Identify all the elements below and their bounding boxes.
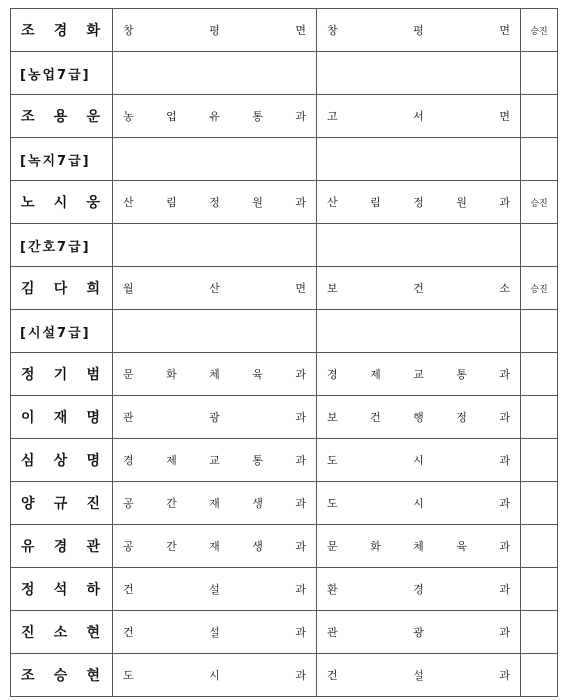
note-cell — [521, 396, 558, 439]
dept-char: 공 — [123, 497, 134, 510]
dept-char: 과 — [499, 669, 510, 682]
name-cell — [11, 482, 113, 525]
dept-char: 과 — [295, 454, 306, 467]
name-char: 소 — [53, 625, 68, 641]
dept-char: 생 — [252, 497, 263, 510]
table-row — [11, 654, 558, 697]
name-cell — [11, 353, 113, 396]
dept-char: 과 — [499, 454, 510, 467]
name-char: 유 — [21, 539, 35, 555]
name-char: 관 — [86, 539, 100, 555]
name-char: 승 — [53, 668, 68, 684]
person-name — [11, 579, 112, 599]
person-name — [11, 192, 112, 212]
dept-char: 재 — [209, 540, 220, 553]
from-dept — [113, 452, 316, 468]
dept-char: 통 — [252, 110, 263, 123]
dept-char: 과 — [499, 583, 510, 596]
to-dept-cell — [317, 138, 521, 181]
to-dept — [317, 280, 520, 296]
person-name — [11, 364, 112, 384]
dept-char: 관 — [327, 626, 338, 639]
person-name — [11, 622, 112, 642]
to-dept-cell — [317, 568, 521, 611]
name-char: 경 — [53, 23, 68, 39]
name-char: 명 — [86, 410, 100, 426]
dept-char: 건 — [413, 282, 424, 295]
dept-char: 건 — [123, 626, 134, 639]
from-dept-cell — [113, 525, 317, 568]
name-char: 용 — [53, 109, 68, 125]
dept-char: 과 — [499, 411, 510, 424]
dept-char: 정 — [413, 196, 424, 209]
dept-char: 정 — [209, 196, 220, 209]
dept-char: 서 — [413, 110, 424, 123]
grade-label: [농업7급] — [20, 67, 91, 83]
from-dept — [113, 22, 316, 38]
from-dept — [113, 538, 316, 554]
dept-char: 경 — [123, 454, 134, 467]
note-cell — [521, 482, 558, 525]
from-dept — [113, 280, 316, 296]
dept-char: 과 — [295, 196, 306, 209]
table-row — [11, 482, 558, 525]
dept-char: 도 — [327, 454, 338, 467]
dept-char: 문 — [327, 540, 338, 553]
from-dept-cell — [113, 95, 317, 138]
name-char: 현 — [86, 668, 100, 684]
to-dept — [317, 581, 520, 597]
dept-char: 환 — [327, 583, 338, 596]
dept-char: 보 — [327, 282, 338, 295]
person-name — [11, 20, 112, 40]
note-cell — [521, 52, 558, 95]
name-cell — [11, 181, 113, 224]
dept-char: 통 — [456, 368, 467, 381]
to-dept — [317, 538, 520, 554]
table-row — [11, 95, 558, 138]
dept-char: 면 — [499, 110, 510, 123]
note-cell — [521, 611, 558, 654]
person-name — [11, 536, 112, 556]
name-char: 진 — [86, 496, 100, 512]
name-cell — [11, 267, 113, 310]
dept-char: 관 — [123, 411, 134, 424]
name-char: 이 — [21, 410, 35, 426]
from-dept — [113, 667, 316, 683]
grade-label-cell — [11, 138, 113, 181]
dept-char: 창 — [123, 24, 134, 37]
dept-char: 간 — [166, 497, 177, 510]
grade-label: [녹지7급] — [20, 153, 91, 169]
dept-char: 건 — [327, 669, 338, 682]
from-dept — [113, 194, 316, 210]
name-char: 정 — [21, 582, 35, 598]
person-name — [11, 493, 112, 513]
dept-char: 과 — [295, 583, 306, 596]
from-dept-cell — [113, 138, 317, 181]
from-dept-cell — [113, 267, 317, 310]
table-row — [11, 9, 558, 52]
dept-char: 정 — [456, 411, 467, 424]
note-cell — [521, 138, 558, 181]
table-row — [11, 525, 558, 568]
from-dept-cell — [113, 9, 317, 52]
from-dept — [113, 624, 316, 640]
dept-char: 고 — [327, 110, 338, 123]
from-dept-cell — [113, 439, 317, 482]
dept-char: 체 — [209, 368, 220, 381]
dept-char: 면 — [499, 24, 510, 37]
table-body — [11, 9, 558, 697]
grade-label-cell — [11, 310, 113, 353]
dept-char: 설 — [209, 626, 220, 639]
dept-char: 창 — [327, 24, 338, 37]
dept-char: 건 — [370, 411, 381, 424]
to-dept-cell — [317, 611, 521, 654]
name-char: 화 — [86, 23, 100, 39]
name-cell — [11, 396, 113, 439]
dept-char: 과 — [295, 540, 306, 553]
dept-char: 공 — [123, 540, 134, 553]
table-row — [11, 181, 558, 224]
name-char: 조 — [21, 109, 35, 125]
to-dept — [317, 624, 520, 640]
to-dept — [317, 366, 520, 382]
dept-char: 문 — [123, 368, 134, 381]
promotion-note: 승진 — [530, 284, 548, 295]
dept-char: 과 — [295, 368, 306, 381]
from-dept-cell — [113, 611, 317, 654]
dept-char: 월 — [123, 282, 134, 295]
dept-char: 재 — [209, 497, 220, 510]
to-dept-cell — [317, 9, 521, 52]
name-char: 조 — [21, 668, 35, 684]
dept-char: 평 — [413, 24, 424, 37]
table-row — [11, 267, 558, 310]
dept-char: 과 — [295, 411, 306, 424]
dept-char: 과 — [499, 196, 510, 209]
name-char: 진 — [21, 625, 35, 641]
to-dept — [317, 409, 520, 425]
dept-char: 산 — [123, 196, 134, 209]
name-char: 기 — [53, 367, 68, 383]
dept-char: 간 — [166, 540, 177, 553]
from-dept-cell — [113, 52, 317, 95]
dept-char: 농 — [123, 110, 134, 123]
dept-char: 평 — [209, 24, 220, 37]
dept-char: 림 — [166, 196, 177, 209]
dept-char: 육 — [252, 368, 263, 381]
name-cell — [11, 654, 113, 697]
dept-char: 과 — [499, 368, 510, 381]
dept-char: 시 — [413, 454, 424, 467]
name-char: 범 — [86, 367, 100, 383]
name-char: 하 — [86, 582, 100, 598]
dept-char: 건 — [123, 583, 134, 596]
note-cell — [521, 9, 558, 52]
name-char: 명 — [86, 453, 100, 469]
name-cell — [11, 611, 113, 654]
from-dept — [113, 409, 316, 425]
dept-char: 업 — [166, 110, 177, 123]
from-dept — [113, 581, 316, 597]
dept-char: 생 — [252, 540, 263, 553]
to-dept-cell — [317, 52, 521, 95]
dept-char: 화 — [370, 540, 381, 553]
dept-char: 행 — [413, 411, 424, 424]
dept-char: 설 — [209, 583, 220, 596]
from-dept-cell — [113, 181, 317, 224]
note-cell — [521, 654, 558, 697]
dept-char: 화 — [166, 368, 177, 381]
dept-char: 교 — [413, 368, 424, 381]
promotion-note: 승진 — [530, 26, 548, 37]
name-char: 상 — [53, 453, 68, 469]
dept-char: 산 — [327, 196, 338, 209]
from-dept-cell — [113, 310, 317, 353]
from-dept-cell — [113, 396, 317, 439]
from-dept-cell — [113, 482, 317, 525]
name-char: 규 — [53, 496, 68, 512]
to-dept — [317, 22, 520, 38]
name-cell — [11, 9, 113, 52]
dept-char: 과 — [295, 497, 306, 510]
name-char: 조 — [21, 23, 35, 39]
dept-char: 경 — [413, 583, 424, 596]
to-dept-cell — [317, 353, 521, 396]
name-char: 운 — [86, 109, 100, 125]
grade-header-row — [11, 52, 558, 95]
name-cell — [11, 439, 113, 482]
person-name — [11, 106, 112, 126]
to-dept-cell — [317, 482, 521, 525]
dept-char: 설 — [413, 669, 424, 682]
personnel-transfer-table-container — [10, 8, 555, 697]
note-cell — [521, 568, 558, 611]
dept-char: 시 — [209, 669, 220, 682]
dept-char: 원 — [456, 196, 467, 209]
to-dept — [317, 667, 520, 683]
dept-char: 체 — [413, 540, 424, 553]
from-dept-cell — [113, 224, 317, 267]
name-char: 경 — [53, 539, 68, 555]
to-dept-cell — [317, 654, 521, 697]
dept-char: 과 — [295, 669, 306, 682]
grade-label-cell — [11, 52, 113, 95]
dept-char: 과 — [499, 626, 510, 639]
name-char: 김 — [21, 281, 35, 297]
to-dept — [317, 108, 520, 124]
dept-char: 광 — [413, 626, 424, 639]
name-char: 정 — [21, 367, 35, 383]
to-dept — [317, 495, 520, 511]
person-name — [11, 665, 112, 685]
note-cell — [521, 181, 558, 224]
dept-char: 과 — [499, 540, 510, 553]
promotion-note: 승진 — [530, 198, 548, 209]
dept-char: 과 — [499, 497, 510, 510]
person-name — [11, 450, 112, 470]
grade-label-cell — [11, 224, 113, 267]
to-dept-cell — [317, 439, 521, 482]
from-dept-cell — [113, 568, 317, 611]
note-cell — [521, 310, 558, 353]
dept-char: 보 — [327, 411, 338, 424]
name-cell — [11, 95, 113, 138]
dept-char: 면 — [295, 282, 306, 295]
dept-char: 육 — [456, 540, 467, 553]
to-dept-cell — [317, 525, 521, 568]
name-char: 심 — [21, 453, 35, 469]
name-char: 양 — [21, 496, 35, 512]
dept-char: 광 — [209, 411, 220, 424]
grade-header-row — [11, 138, 558, 181]
dept-char: 원 — [252, 196, 263, 209]
name-char: 시 — [53, 195, 68, 211]
to-dept-cell — [317, 95, 521, 138]
to-dept-cell — [317, 396, 521, 439]
grade-header-row — [11, 310, 558, 353]
dept-char: 림 — [370, 196, 381, 209]
name-char: 웅 — [86, 195, 100, 211]
dept-char: 교 — [209, 454, 220, 467]
to-dept-cell — [317, 181, 521, 224]
from-dept — [113, 108, 316, 124]
personnel-transfer-table — [10, 8, 558, 697]
from-dept-cell — [113, 353, 317, 396]
from-dept — [113, 366, 316, 382]
name-cell — [11, 568, 113, 611]
dept-char: 경 — [327, 368, 338, 381]
table-row — [11, 568, 558, 611]
name-char: 재 — [53, 410, 68, 426]
dept-char: 소 — [499, 282, 510, 295]
to-dept — [317, 194, 520, 210]
dept-char: 시 — [413, 497, 424, 510]
name-char: 희 — [86, 281, 100, 297]
person-name — [11, 407, 112, 427]
to-dept-cell — [317, 224, 521, 267]
dept-char: 도 — [123, 669, 134, 682]
note-cell — [521, 95, 558, 138]
name-char: 현 — [86, 625, 100, 641]
dept-char: 통 — [252, 454, 263, 467]
dept-char: 제 — [166, 454, 177, 467]
person-name — [11, 278, 112, 298]
note-cell — [521, 267, 558, 310]
from-dept — [113, 495, 316, 511]
table-row — [11, 353, 558, 396]
grade-header-row — [11, 224, 558, 267]
table-row — [11, 611, 558, 654]
dept-char: 과 — [295, 110, 306, 123]
name-char: 석 — [53, 582, 68, 598]
grade-label: [간호7급] — [20, 239, 91, 255]
note-cell — [521, 439, 558, 482]
to-dept-cell — [317, 310, 521, 353]
from-dept-cell — [113, 654, 317, 697]
dept-char: 면 — [295, 24, 306, 37]
dept-char: 산 — [209, 282, 220, 295]
table-row — [11, 396, 558, 439]
table-row — [11, 439, 558, 482]
note-cell — [521, 353, 558, 396]
note-cell — [521, 224, 558, 267]
to-dept-cell — [317, 267, 521, 310]
dept-char: 유 — [209, 110, 220, 123]
name-char: 다 — [53, 281, 68, 297]
to-dept — [317, 452, 520, 468]
dept-char: 도 — [327, 497, 338, 510]
note-cell — [521, 525, 558, 568]
dept-char: 과 — [295, 626, 306, 639]
name-cell — [11, 525, 113, 568]
name-char: 노 — [21, 195, 35, 211]
dept-char: 제 — [370, 368, 381, 381]
grade-label: [시설7급] — [20, 325, 91, 341]
